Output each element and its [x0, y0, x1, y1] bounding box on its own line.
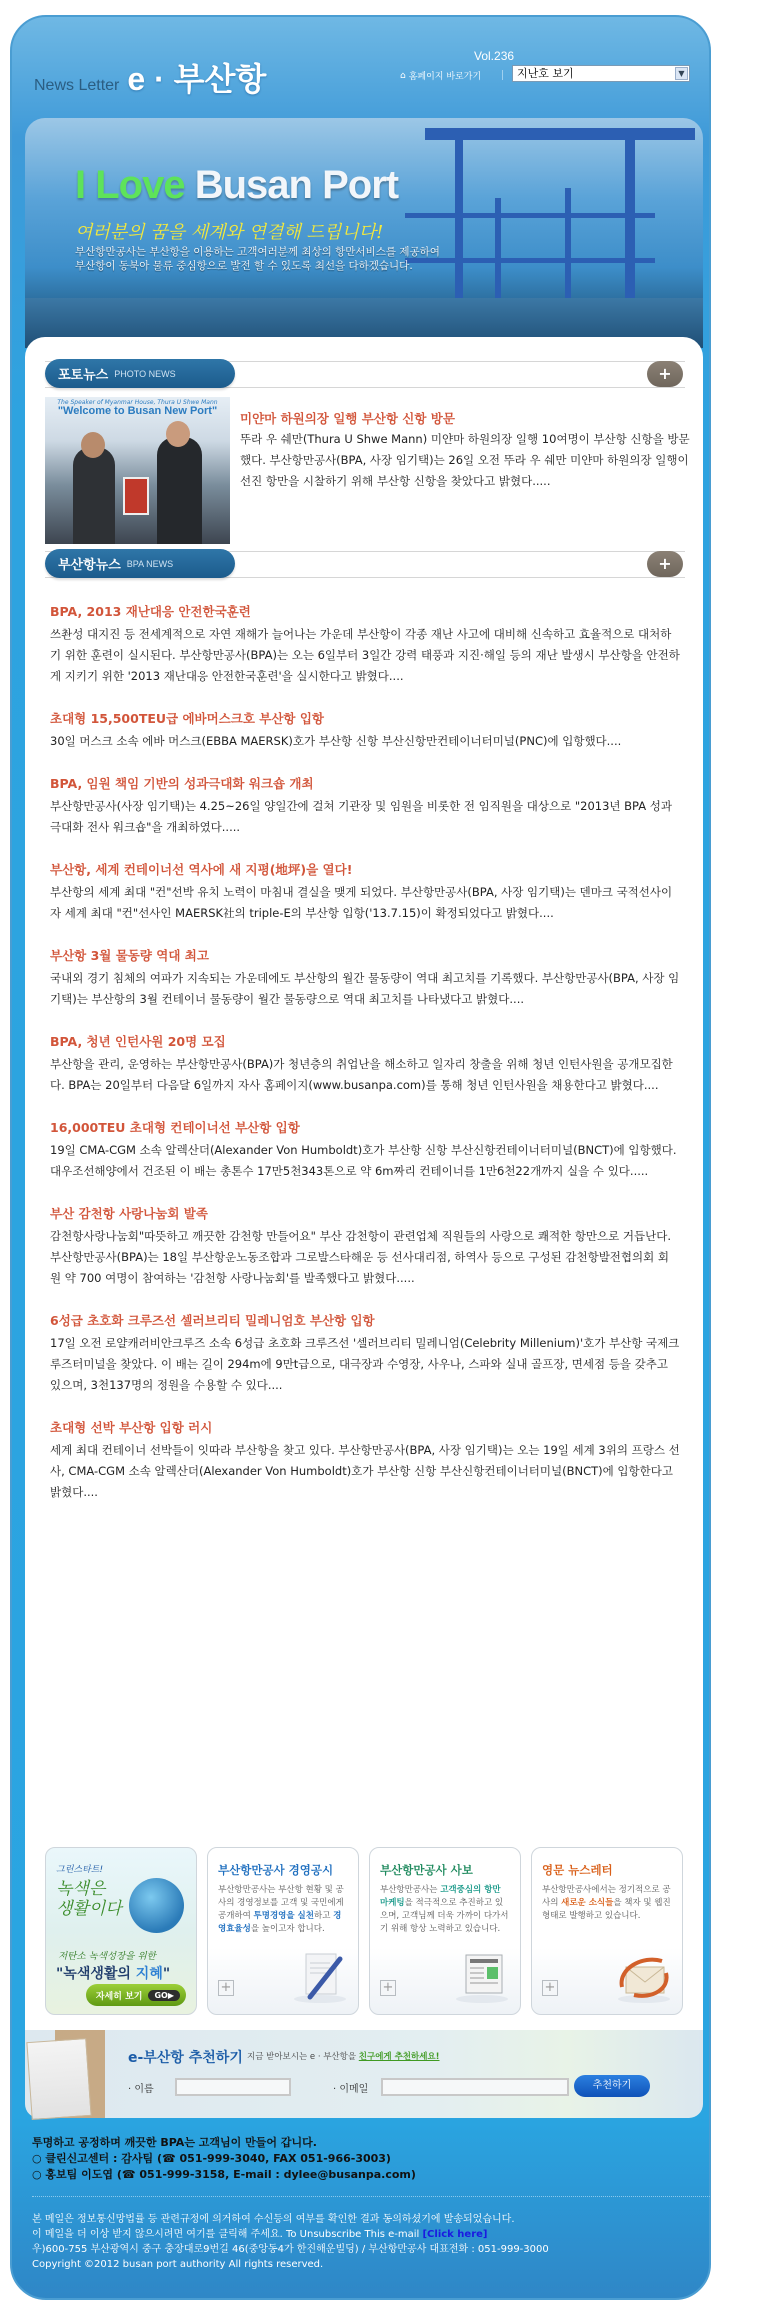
card-body: [218, 1884, 348, 1936]
home-icon: ⌂: [400, 70, 406, 81]
go-badge: GO▶: [148, 1990, 180, 2001]
list-item: [50, 709, 680, 752]
news-title-link[interactable]: BPA, 청년 인턴사원 20명 모집: [50, 1034, 226, 1049]
photo-caption-small: The Speaker of Myanmar House, Thura U Shwe Mann: [57, 399, 218, 406]
plus-icon[interactable]: +: [218, 1980, 234, 1996]
person: [157, 437, 202, 544]
volume-number: Vol.236: [474, 49, 515, 63]
news-title-link[interactable]: 6성급 초호화 크루즈선 셀러브리티 밀레니엄호 부산항 입항: [50, 1313, 375, 1328]
banner-title-white: Busan Port: [194, 163, 399, 207]
news-title-link[interactable]: 부산항 3월 물동량 역대 최고: [50, 948, 209, 963]
card-highlight: 고객중심의 항만 마케팅: [380, 1885, 501, 1908]
view-details-label: 자세히 보기: [95, 1991, 143, 2002]
hero-banner: [25, 118, 703, 348]
news-title-link[interactable]: 부산항, 세계 컨테이너선 역사에 새 지평(地坪)을 열다!: [50, 862, 353, 877]
person: [73, 447, 115, 544]
green-headline: 녹색은: [56, 1879, 106, 1899]
unsubscribe-link[interactable]: [Click here]: [422, 2229, 488, 2240]
newspaper-icon: [450, 1949, 510, 2004]
plus-icon[interactable]: +: [542, 1980, 558, 1996]
card-title: 부산항만공사 경영공시: [218, 1863, 334, 1877]
clean-center-contact: ○ 클린신고센터 : 감사팀 (☎ 051-999-3040, FAX 051-966-3003): [32, 2152, 391, 2165]
photo-news-header: [45, 359, 685, 387]
news-summary: 국내외 경기 침체의 여파가 지속되는 가운데에도 부산항의 월간 물동량이 역대 최고치를 기록했다. 부산항만공사(BPA, 사장 임기택)는 부산항의 3월 컨테이너 물동량이 월간 물동량으로 역대 최고치를 나타냈다고 밝혔다....: [50, 971, 680, 1006]
list-item: [50, 946, 680, 1010]
recommend-subtitle: [247, 2050, 440, 2062]
green-life-banner[interactable]: [45, 1847, 197, 2015]
banner-desc-line: 부산항이 동북아 물류 중심항으로 발전 할 수 있도록 최선을 다하겠습니다.: [75, 260, 413, 272]
crane-beam: [405, 213, 655, 218]
newsletter-frame: [10, 15, 711, 2300]
news-photo[interactable]: [45, 397, 230, 544]
divider: [502, 70, 503, 80]
card-text: 부산항만공사는 부산항 현황 및 공사의 경영정보를 고객 및 국민에게 공개하여: [218, 1885, 344, 1921]
email-input[interactable]: [381, 2078, 569, 2096]
name-input[interactable]: [175, 2078, 291, 2096]
news-title-link[interactable]: BPA, 2013 재난대응 안전한국훈련: [50, 604, 251, 619]
news-summary: 부산항을 관리, 운영하는 부산항만공사(BPA)가 청년층의 취업난을 해소하고 일자리 창출을 위해 청년 인턴사원을 공개모집한다. BPA는 20일부터 다음달 6일까지 자사 홈페이지(www.busanpa.com)를 통해 청년 인턴사원을 채용한다고 밝혔다....: [50, 1057, 673, 1092]
news-summary: 뚜라 우 쉐만(Thura U Shwe Mann) 미얀마 하원의장 일행 10여명이 부산항 신항을 방문했다. 부산항만공사(BPA, 사장 임기택)는 26일 오전 뚜라 우 쉐만 미얀마 하원의장 일행이 선진 항만을 시찰하기 위해 부산항 신항을 찾았다고 밝혔다.....: [240, 432, 690, 488]
list-item: [50, 1418, 680, 1503]
email-label: · 이메일: [333, 2084, 369, 2095]
banner-description: [75, 245, 440, 273]
card-highlight: 경영효율성: [218, 1911, 342, 1934]
news-title-link[interactable]: 초대형 15,500TEU급 에바머스크호 부산항 입항: [50, 711, 324, 726]
recommend-sub-text: 지금 받아보시는 e · 부산항을: [247, 2052, 359, 2062]
quote-highlight: 지혜: [135, 1966, 163, 1982]
section-subtitle: BPA NEWS: [126, 558, 174, 569]
news-summary: 30일 머스크 소속 에바 머스크(EBBA MAERSK)호가 부산항 신항 부산신항만컨테이너터미널(PNC)에 입항했다....: [50, 734, 622, 748]
header: [12, 17, 709, 122]
card-title: 부산항만공사 사보: [380, 1863, 473, 1877]
bpa-news-list: [50, 602, 680, 1525]
green-quote: [56, 1963, 170, 1983]
main-content: [25, 337, 703, 2037]
pr-team-contact: ○ 홍보팀 이도엽 (☎ 051-999-3158, E-mail : dylee@busanpa.com): [32, 2168, 416, 2181]
footer-legal: [32, 2212, 549, 2272]
green-headline: 생활이다: [56, 1899, 122, 1919]
banner-title-green: I Love: [75, 163, 185, 207]
legal-notice: 본 메일은 정보통신망법률 등 관련규정에 의거하여 수신등의 여부를 확인한 결과 동의하셨기에 발송되었습니다.: [32, 2214, 515, 2225]
card-text: 부산항만공사는: [380, 1885, 441, 1895]
card-text: 부산항만공사에서는 정기적으로 공사의: [542, 1885, 671, 1908]
news-summary: 세계 최대 컨테이너 선박들이 잇따라 부산항을 찾고 있다. 부산항만공사(BPA, 사장 임기택)는 오는 19일 세계 3위의 프랑스 선사, CMA-CGM 소속 알렉산더(Alexander Von Humboldt)호가 부산항 신항 부산신항컨테이너터미널(BNCT)에 입항한다고 밝혔다....: [50, 1443, 680, 1499]
recommend-title: e-부산항 추천하기: [128, 2050, 243, 2066]
green-tagline: 그린스타트!: [56, 1865, 104, 1875]
footer-divider: [32, 2196, 710, 2197]
section-title: 포토뉴스: [58, 368, 109, 383]
copyright: Copyright ©2012 busan port authority All rights reserved.: [32, 2259, 324, 2270]
news-summary: 17일 오전 로얄캐러비안크루즈 소속 6성급 초호화 크루즈선 '셀러브리티 밀레니엄(Celebrity Millenium)'호가 부산항 국제크루즈터미널을 찾았다. 이 배는 길이 294m에 9만t급으로, 대극장과 수영장, 사우나, 스파와 실내 골프장, 면세점 등을 갖추고 있으며, 3천137명의 정원을 수용할 수 있다....: [50, 1336, 680, 1392]
quote-part: ": [162, 1966, 171, 1982]
card-body: [380, 1884, 510, 1936]
section-subtitle: PHOTO NEWS: [114, 368, 176, 379]
photo-news-text: [240, 397, 690, 492]
news-letter-label: News Letter: [34, 77, 120, 94]
list-item: [50, 1032, 680, 1096]
news-title-link[interactable]: 미얀마 하원의장 일행 부산항 신항 방문: [240, 411, 455, 426]
globe-icon: [129, 1878, 184, 1933]
list-item: [50, 602, 680, 687]
card-highlight: 투명경영을 실천: [253, 1911, 314, 1921]
homepage-link-label: 홈페이지 바로가기: [408, 72, 482, 82]
past-issues-value: 지난호 보기: [517, 67, 574, 80]
view-details-button[interactable]: [86, 1984, 186, 2006]
card-text: 을 책자 및 웹진형태로 발행하고 있습니다.: [542, 1898, 671, 1921]
list-item: [50, 1311, 680, 1396]
crane-leg: [625, 140, 635, 320]
crane-leg: [455, 140, 463, 320]
card-text: 을 높이고자 합니다.: [250, 1924, 325, 1934]
chevron-down-icon[interactable]: ▼: [675, 67, 688, 80]
management-disclosure-card[interactable]: [207, 1847, 359, 2015]
news-title-link[interactable]: 16,000TEU 초대형 컨테이너선 부산항 입항: [50, 1120, 300, 1135]
photo-caption: "Welcome to Busan New Port": [57, 405, 218, 417]
recommend-submit-button[interactable]: 추천하기: [574, 2075, 650, 2097]
section-title: 부산항뉴스: [58, 558, 121, 573]
card-text: 하고: [313, 1911, 334, 1921]
green-subtitle: 저탄소 녹색성장을 위한: [58, 1951, 156, 1962]
news-title-link[interactable]: BPA, 임원 책임 기반의 성과극대화 워크숍 개최: [50, 776, 314, 791]
recommend-to-friend-link[interactable]: 친구에게 추천하세요!: [358, 2052, 440, 2062]
list-item: [50, 1204, 680, 1289]
card-highlight: 새로운 소식들: [561, 1898, 614, 1908]
logo: [34, 54, 266, 100]
homepage-link[interactable]: [400, 69, 481, 82]
company-magazine-card[interactable]: [369, 1847, 521, 2015]
banner-title: [75, 163, 398, 208]
english-newsletter-card[interactable]: [531, 1847, 683, 2015]
crane-boom: [425, 128, 695, 140]
news-summary: 부산항만공사(사장 임기택)는 4.25~26일 양일간에 걸쳐 기관장 및 임원을 비롯한 전 임직원을 대상으로 "2013년 BPA 성과극대화 전사 워크숍"을 개최하였다.....: [50, 799, 673, 834]
crane-beam: [405, 258, 655, 263]
recommend-panel: [25, 2030, 703, 2118]
news-summary: 감천항사랑나눔회"따뜻하고 깨끗한 감천항 만들어요" 부산 감천항이 관련업체 직원들의 사랑으로 쾌적한 항만으로 거듭난다. 부산항만공사(BPA)는 18일 부산항운노동조합과 그로발스타해운 등 선사대리점, 하역사 등으로 구성된 감천항발전협의회 회원 약 700 여명이 참여하는 '감천항 사랑나눔회'를 발족했다고 밝혔다.....: [50, 1229, 671, 1285]
news-summary: 부산항의 세계 최대 "컨"선박 유치 노력이 마침내 결실을 맺게 되었다. 부산항만공사(BPA, 사장 임기택)는 덴마크 국적선사이자 세계 최대 "컨"선사인 MAERSK社의 triple-E의 부산항 입항('13.7.15)이 확정되었다고 밝혔다....: [50, 885, 673, 920]
list-item: [50, 860, 680, 924]
bpa-news-header: [45, 549, 685, 577]
more-photo-news-button[interactable]: +: [647, 361, 683, 387]
past-issues-select[interactable]: [512, 65, 690, 82]
more-bpa-news-button[interactable]: +: [647, 551, 683, 577]
quote-part: "녹색생활의: [56, 1966, 136, 1982]
unsubscribe-line: [32, 2227, 549, 2242]
unsubscribe-text: 이 메일을 더 이상 받지 않으시려면 여기를 클릭해 주세요. To Unsubscribe This e-mail: [32, 2229, 423, 2240]
list-item: [50, 774, 680, 838]
gift-plaque: [123, 477, 149, 515]
news-summary: 쓰촨성 대지진 등 전세계적으로 자연 재해가 늘어나는 가운데 부산항이 각종 재난 사고에 대비해 신속하고 효율적으로 대처하기 위한 훈련이 실시된다. 부산항만공사(BPA)는 오는 6일부터 3일간 강력 태풍과 지진·해일 등의 재난 발생시 부산항을 안전하게 지키기 위한 '2013 재난대응 안전한국훈련'을 실시한다고 밝혔다....: [50, 627, 680, 683]
card-body: [542, 1884, 672, 1923]
person-head: [81, 432, 105, 458]
list-item: [50, 1118, 680, 1182]
clipboard-illustration: [26, 2038, 91, 2120]
footer-motto: 투명하고 공정하며 깨끗한 BPA는 고객님이 만들어 갑니다.: [32, 2136, 317, 2149]
card-text: 을 적극적으로 추진하고 있으며, 고객님께 더욱 가까이 다가서기 위해 항상 노력하고 있습니다.: [380, 1898, 509, 1934]
name-label: · 이름: [128, 2084, 154, 2095]
news-title-link[interactable]: 부산 감천항 사랑나눔회 발족: [50, 1206, 208, 1221]
section-pill: [45, 359, 235, 388]
section-pill: [45, 549, 235, 578]
person-head: [166, 421, 190, 447]
banner-desc-line: 부산항만공사는 부산항을 이용하는 고객여러분께 최상의 항만서비스를 제공하여: [75, 246, 440, 258]
card-title: 영문 뉴스레터: [542, 1863, 613, 1877]
document-pen-icon: [288, 1949, 348, 2004]
plus-icon[interactable]: +: [380, 1980, 396, 1996]
address: 우)600-755 부산광역시 중구 충장대로9번길 46(중앙동4가 한진해운빌딩) / 부산항만공사 대표전화 : 051-999-3000: [32, 2244, 549, 2255]
promo-boxes: [45, 1847, 685, 2022]
news-summary: 19일 CMA-CGM 소속 알렉산더(Alexander Von Humboldt)호가 부산항 신항 부산신항컨테이너터미널(BNCT)에 입항했다. 대우조선해양에서 건조된 이 배는 총톤수 17만5천343톤으로 약 6m짜리 컨테이너를 1만6천22개까지 실을 수 있다.....: [50, 1143, 677, 1178]
brand-title: e · 부산항: [127, 61, 267, 97]
news-title-link[interactable]: 초대형 선박 부산항 입항 러시: [50, 1420, 213, 1435]
banner-slogan: 여러분의 꿈을 세계와 연결해 드립니다!: [75, 222, 384, 243]
footer-contact: [32, 2135, 416, 2183]
envelope-icon: [612, 1949, 672, 2004]
